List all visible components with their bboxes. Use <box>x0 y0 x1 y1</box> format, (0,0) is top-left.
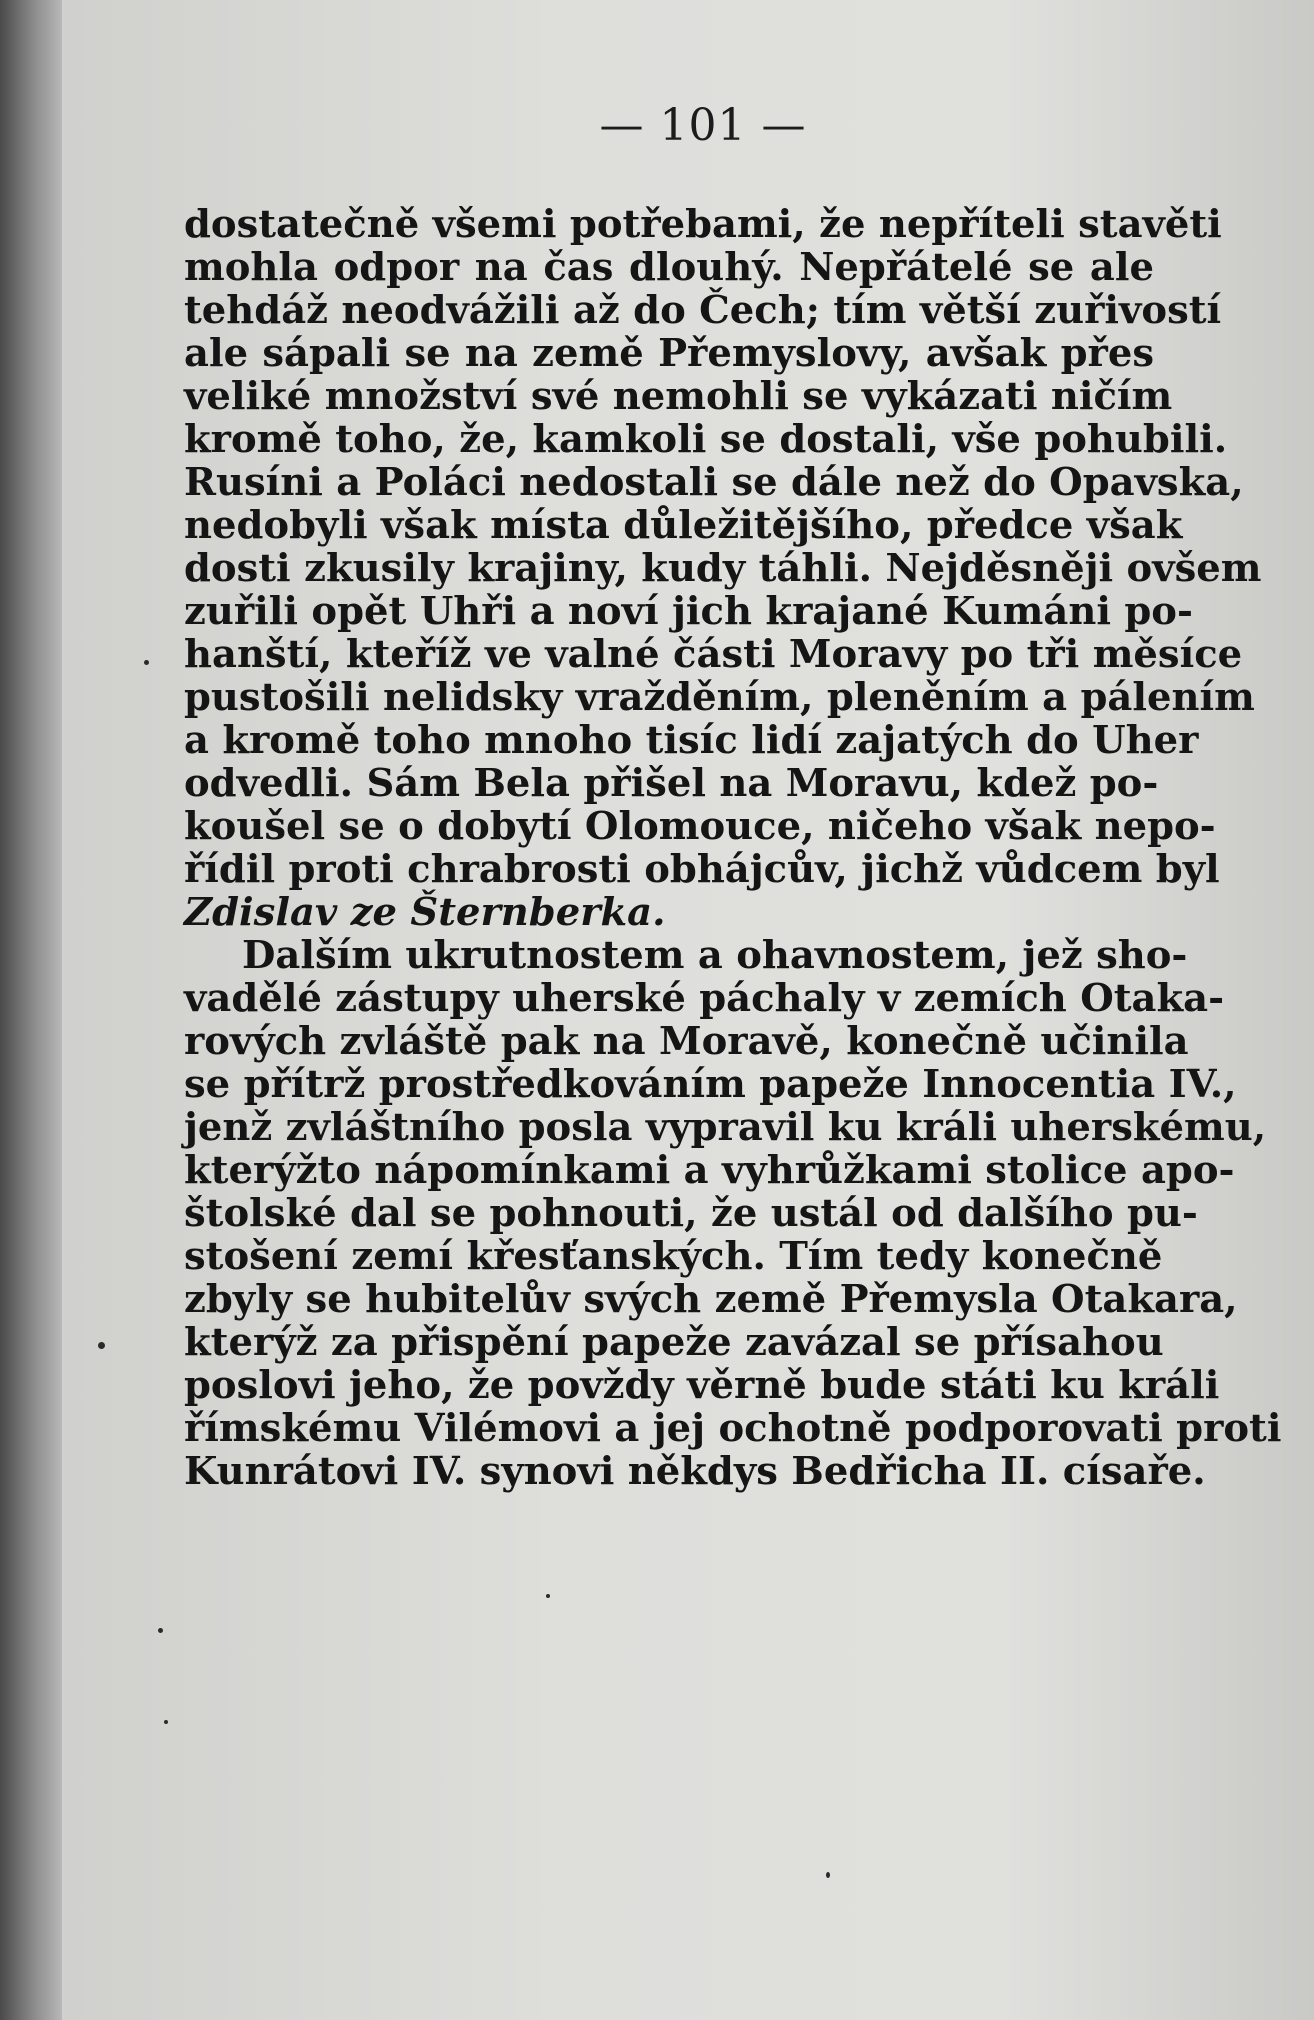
text-line-final: Kunrátovi IV. synovi někdys Bedřicha II. císaře. <box>184 1449 1206 1494</box>
text-line: kromě toho, že, kamkoli se dostali, vše pohubili. <box>184 417 1228 462</box>
scan-binding-edge <box>0 0 62 2020</box>
scan-speck <box>98 1342 105 1349</box>
text-line: dostatečně všemi potřebami, že nepříteli stavěti <box>184 202 1222 247</box>
text-line: řídil proti chrabrosti obhájcův, jichž vůdcem byl <box>184 847 1220 892</box>
text-line: kterýž za přispění papeže zavázal se přísahou <box>184 1320 1164 1365</box>
text-line: hanští, kteříž ve valné části Moravy po tři měsíce <box>184 632 1243 677</box>
text-line: koušel se o dobytí Olomouce, ničeho však nepo- <box>184 804 1216 849</box>
italic-name-line: Zdislav ze Šternberka. <box>184 890 666 935</box>
text-line: se přítrž prostředkováním papeže Innocentia IV., <box>184 1062 1237 1107</box>
body-text <box>184 202 1282 1494</box>
text-line: kterýžto nápomínkami a vyhrůžkami stolice apo- <box>184 1148 1235 1193</box>
text-line: mohla odpor na čas dlouhý. Nepřátelé se ale <box>184 245 1154 290</box>
text-line: rových zvláště pak na Moravě, konečně učinila <box>184 1019 1189 1064</box>
scan-speck <box>144 660 149 665</box>
scan-speck <box>826 1872 830 1878</box>
text-line: a kromě toho mnoho tisíc lidí zajatých do Uher <box>184 718 1199 763</box>
text-line: Rusíni a Poláci nedostali se dále než do Opavska, <box>184 460 1244 505</box>
text-line: tehdáž neodvážili až do Čech; tím větší zuřivostí <box>184 288 1222 333</box>
book-page <box>62 0 1314 2020</box>
text-line: odvedli. Sám Bela přišel na Moravu, kdež po- <box>184 761 1159 806</box>
text-line: jenž zvláštního posla vypravil ku králi uherskému, <box>184 1105 1267 1150</box>
scan-speck <box>546 1594 550 1598</box>
text-line: ale sápali se na země Přemyslovy, avšak přes <box>184 331 1154 376</box>
scan-speck <box>158 1628 163 1633</box>
text-line: poslovi jeho, že povždy věrně bude státi ku králi <box>184 1363 1220 1408</box>
text-line: zuřili opět Uhři a noví jich krajané Kumáni po- <box>184 589 1193 634</box>
text-line: stošení zemí křesťanských. Tím tedy konečně <box>184 1234 1163 1279</box>
scan-speck <box>164 1720 168 1724</box>
text-line: štolské dal se pohnouti, že ustál od dalšího pu- <box>184 1191 1198 1236</box>
text-line: římskému Vilémovi a jej ochotně podporovati proti <box>184 1406 1282 1451</box>
text-line: vadělé zástupy uherské páchaly v zemích Otaka- <box>184 976 1225 1021</box>
text-line: zbyly se hubitelův svých země Přemysla Otakara, <box>184 1277 1238 1322</box>
text-line: veliké množství své nemohli se vykázati ničím <box>184 374 1173 419</box>
text-line: nedobyli však místa důležitějšího, předce však <box>184 503 1183 548</box>
text-line: dosti zkusily krajiny, kudy táhli. Nejděsněji ovšem <box>184 546 1262 591</box>
text-line: pustošili nelidsky vražděním, pleněním a pálením <box>184 675 1255 720</box>
page-number: — 101 — <box>599 100 807 151</box>
text-line-indented: Dalším ukrutnostem a ohavnostem, jež sho- <box>242 933 1188 978</box>
